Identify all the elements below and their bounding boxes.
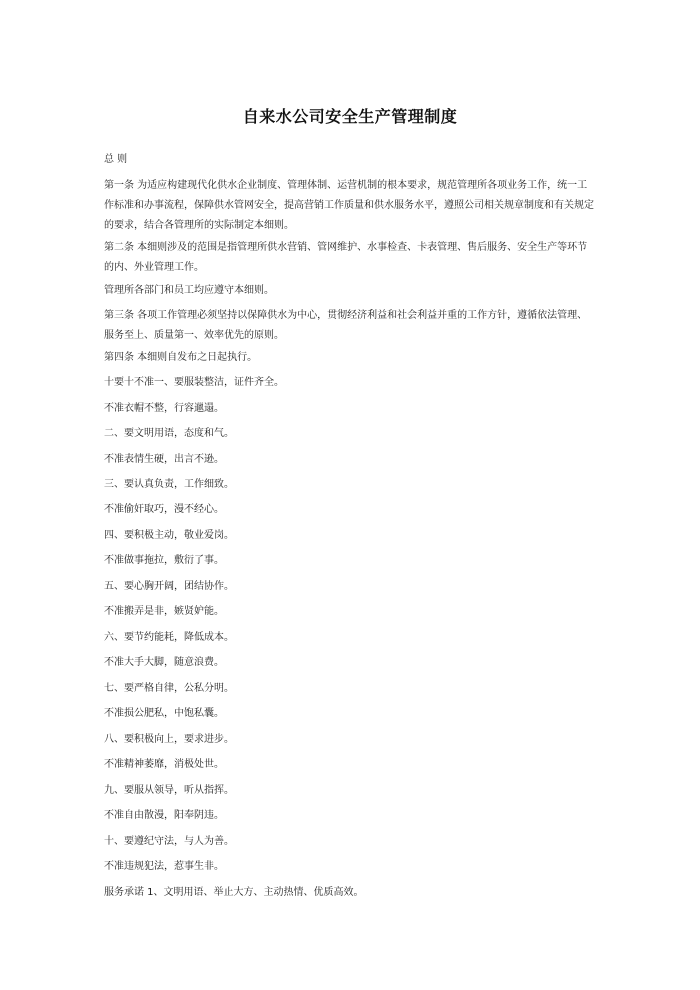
section-heading: 总 则 — [104, 154, 128, 165]
list-item: 五、要心胸开阔，团结协作。 — [104, 581, 234, 592]
list-item: 四、要积极主动，敬业爱岗。 — [104, 530, 234, 541]
paragraph-article-1: 第一条 为适应构建现代化供水企业制度、管理体制、运营机制的根本要求，规范管理所各项业务工作，统一工作标准和办事流程，保障供水管网安全，提高营销工作质量和供水服务水平，遵照公司相关规章制度和有关规定的要求，结合各管理所的实际制定本细则。 — [104, 180, 594, 231]
list-item: 十、要遵纪守法，与人为善。 — [104, 836, 234, 847]
list-item: 不准做事拖拉，敷衍了事。 — [104, 555, 224, 566]
list-item: 不准偷奸取巧，漫不经心。 — [104, 504, 224, 515]
paragraph-article-3: 第三条 各项工作管理必须坚持以保障供水为中心，贯彻经济利益和社会利益并重的工作方针，遵循依法管理、服务至上、质量第一、效率优先的原则。 — [104, 310, 588, 341]
list-item: 不准违规犯法，惹事生非。 — [104, 861, 224, 872]
paragraph-article-2: 第二条 本细则涉及的范围是指管理所供水营销、管网维护、水事检查、卡表管理、售后服务、安全生产等环节的内、外业管理工作。 — [104, 242, 588, 273]
list-item: 八、要积极向上，要求进步。 — [104, 734, 234, 745]
list-item: 不准大手大脚，随意浪费。 — [104, 657, 224, 668]
list-item: 六、要节约能耗，降低成本。 — [104, 632, 234, 643]
list-item: 十要十不准一、要服装整洁，证件齐全。 — [104, 377, 284, 388]
paragraph-article-4: 第四条 本细则自发布之日起执行。 — [104, 352, 258, 363]
list-item: 不准搬弄是非，嫉贤妒能。 — [104, 606, 224, 617]
list-item: 不准衣帽不整，行容邋遢。 — [104, 403, 224, 414]
list-item: 不准表情生硬，出言不逊。 — [104, 454, 224, 465]
list-item: 七、要严格自律，公私分明。 — [104, 683, 234, 694]
list-item: 不准损公肥私，中饱私囊。 — [104, 708, 224, 719]
list-item: 三、要认真负责，工作细致。 — [104, 479, 234, 490]
list-item: 二、要文明用语，态度和气。 — [104, 428, 234, 439]
list-item: 不准自由散漫，阳奉阴违。 — [104, 810, 224, 821]
list-item: 不准精神萎靡，消极处世。 — [104, 759, 224, 770]
document-title: 自来水公司安全生产管理制度 — [242, 107, 458, 126]
paragraph: 管理所各部门和员工均应遵守本细则。 — [104, 285, 274, 296]
list-item: 九、要服从领导，听从指挥。 — [104, 785, 234, 796]
paragraph-service-commitment: 服务承诺 1、文明用语、举止大方、主动热情、优质高效。 — [104, 887, 364, 898]
